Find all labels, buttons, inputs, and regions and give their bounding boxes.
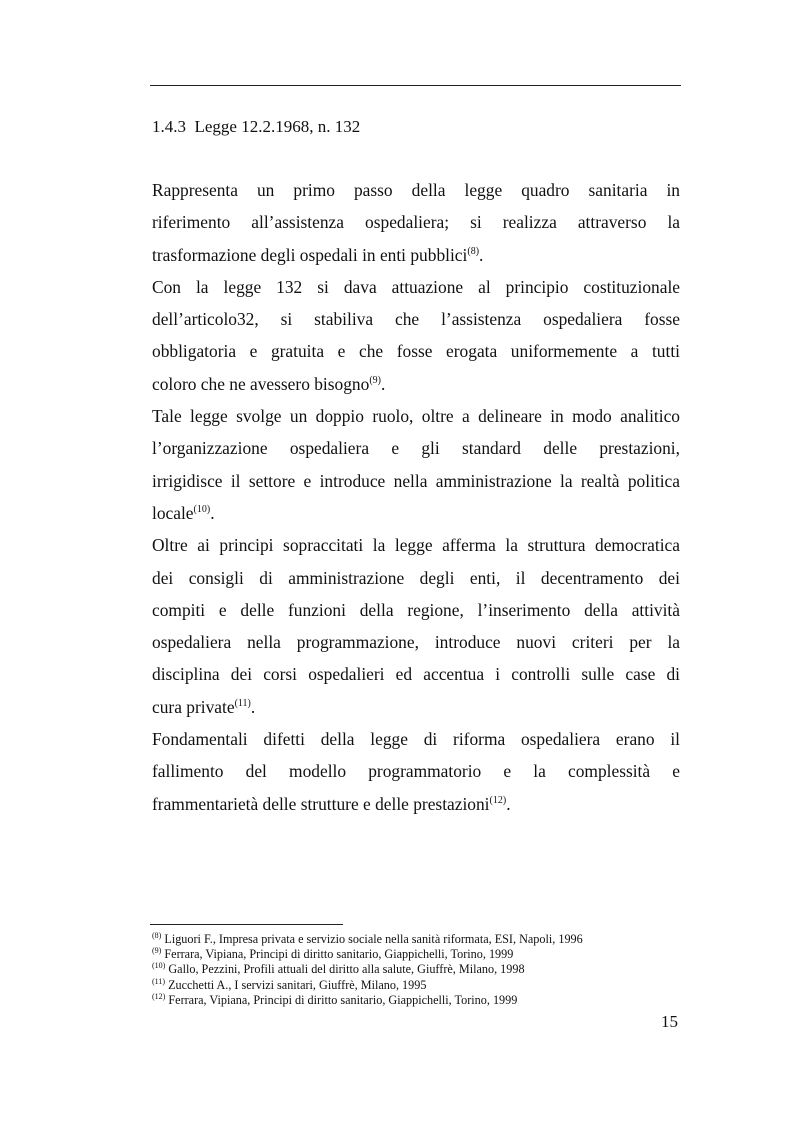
text-line: disciplina dei corsi ospedalieri ed accentua i controlli sulle case di — [152, 664, 680, 685]
sentence-end: . — [210, 502, 215, 523]
footnote-reference: (9) — [369, 374, 381, 386]
text-line — [152, 239, 680, 271]
text-line: obbligatoria e gratuita e che fosse erogata uniformemente a tutti — [152, 341, 680, 362]
text-line-content: cura private — [152, 696, 235, 717]
text-line: Rappresenta un primo passo della legge quadro sanitaria in — [152, 180, 680, 200]
footnote-text: Liguori F., Impresa privata e servizio sociale nella sanità riformata, ESI, Napoli, 1996 — [161, 932, 583, 946]
footnote-mark: (10) — [152, 961, 166, 971]
footnote — [152, 962, 692, 977]
text-line-content: locale — [152, 502, 194, 523]
text-line: compiti e delle funzioni della regione, l’inserimento della attività — [152, 599, 680, 620]
section-heading — [152, 116, 360, 138]
text-line-content: coloro che ne avessero bisogno — [152, 373, 370, 394]
footnote-mark: (8) — [152, 931, 162, 940]
paragraph — [152, 271, 680, 400]
paragraph — [152, 723, 680, 820]
text-line: dei consigli di amministrazione degli enti, il decentramento dei — [152, 567, 680, 588]
text-line-content: trasformazione degli ospedali in enti pubblici — [152, 244, 468, 265]
footnote-text: Ferrara, Vipiana, Principi di diritto sanitario, Giappichelli, Torino, 1999 — [161, 947, 514, 962]
sentence-end: . — [381, 373, 386, 394]
section-title: Legge 12.2.1968, n. 132 — [194, 117, 361, 136]
text-line: fallimento del modello programmatorio e la complessità e — [152, 761, 680, 782]
sentence-end: . — [479, 244, 484, 265]
paragraph — [152, 529, 680, 723]
footnote — [152, 947, 692, 962]
footnote — [152, 978, 692, 993]
footnote-mark: (12) — [152, 991, 166, 1001]
text-line — [152, 368, 680, 400]
footnote-text: Gallo, Pezzini, Profili attuali del diritto alla salute, Giuffrè, Milano, 1998 — [165, 962, 525, 977]
text-line: riferimento all’assistenza ospedaliera; si realizza attraverso la — [152, 212, 680, 233]
text-line: l’organizzazione ospedaliera e gli standard delle prestazioni, — [152, 438, 680, 459]
text-line: Tale legge svolge un doppio ruolo, oltre a delineare in modo analitico — [152, 406, 680, 427]
footnote-mark: (9) — [152, 946, 162, 956]
footnote — [152, 932, 692, 947]
text-line: Fondamentali difetti della legge di riforma ospedaliera erano il — [152, 729, 680, 750]
text-line-content: frammentarietà delle strutture e delle prestazioni — [152, 793, 490, 814]
paragraph — [152, 400, 680, 529]
footnote — [152, 993, 692, 1008]
footnotes — [152, 932, 692, 1008]
page-number: 15 — [661, 1012, 678, 1031]
text-line — [152, 691, 680, 723]
body-text — [152, 174, 680, 820]
text-line: irrigidisce il settore e introduce nella amministrazione la realtà politica — [152, 470, 680, 491]
text-line: dell’articolo32, si stabiliva che l’assistenza ospedaliera fosse — [152, 309, 680, 330]
text-line — [152, 788, 680, 820]
text-line: Con la legge 132 si dava attuazione al principio costituzionale — [152, 276, 680, 297]
footnote-text: Ferrara, Vipiana, Principi di diritto sanitario, Giappichelli, Torino, 1999 — [165, 992, 518, 1007]
paragraph — [152, 174, 680, 271]
text-line: Oltre ai principi sopraccitati la legge afferma la struttura democratica — [152, 535, 680, 556]
text-line — [152, 497, 680, 529]
footnote-reference: (12) — [489, 794, 507, 806]
sentence-end: . — [506, 793, 511, 814]
footnote-separator — [150, 924, 343, 925]
footnote-reference: (11) — [234, 697, 251, 709]
section-number: 1.4.3 — [152, 117, 186, 136]
footnote-text: Zucchetti A., I servizi sanitari, Giuffrè, Milano, 1995 — [165, 977, 427, 992]
header-rule — [150, 85, 681, 86]
footnote-reference: (8) — [467, 245, 480, 257]
footnote-mark: (11) — [152, 976, 166, 986]
footnote-reference: (10) — [193, 503, 211, 515]
sentence-end: . — [250, 696, 256, 717]
text-line: ospedaliera nella programmazione, introduce nuovi criteri per la — [152, 632, 680, 653]
